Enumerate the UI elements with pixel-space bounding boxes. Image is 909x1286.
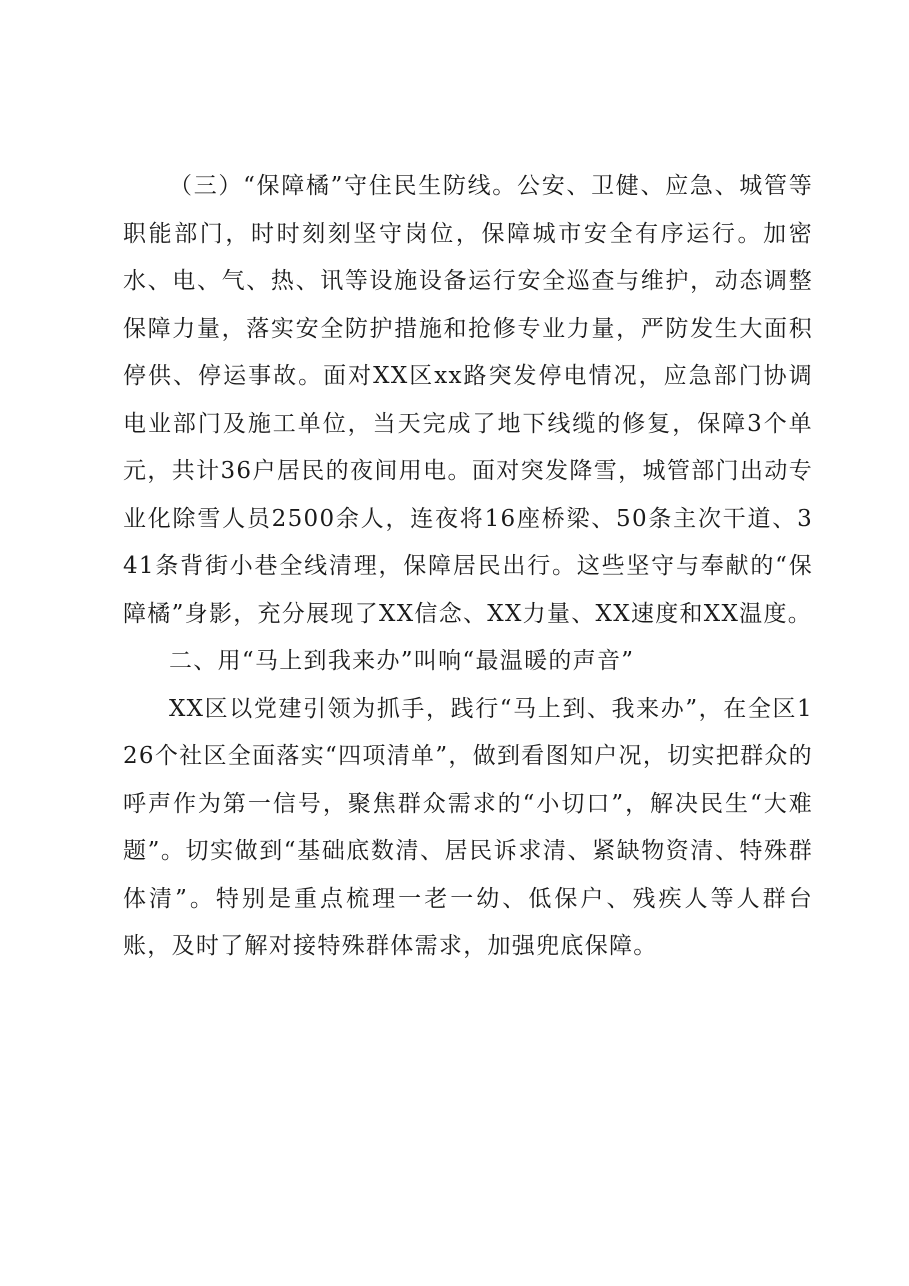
document-body: [123, 163, 813, 971]
paragraph-party-building: XX区以党建引领为抓手，践行“马上到、我来办”，在全区126个社区全面落实“四项清单”，做到看图知户况，切实把群众的呼声作为第一信号，聚焦群众需求的“小切口”，解决民生“大难题”。切实做到“基础底数清、居民诉求清、紧缺物资清、特殊群体清”。特别是重点梳理一老一幼、低保户、残疾人等人群台账，及时了解对接特殊群体需求，加强兜底保障。: [123, 695, 813, 959]
paragraph-guarantee-orange: （三）“保障橘”守住民生防线。公安、卫健、应急、城管等职能部门，时时刻刻坚守岗位，保障城市安全有序运行。加密水、电、气、热、讯等设施设备运行安全巡查与维护，动态调整保障力量，落实安全防护措施和抢修专业力量，严防发生大面积停供、停运事故。面对XX区xx路突发停电情况，应急部门协调电业部门及施工单位，当天完成了地下线缆的修复，保障3个单元，共计36户居民的夜间用电。面对突发降雪，城管部门出动专业化除雪人员2500余人，连夜将16座桥梁、50条主次干道、341条背街小巷全线清理，保障居民出行。这些坚守与奉献的“保障橘”身影，充分展现了XX信念、XX力量、XX速度和XX温度。: [123, 173, 813, 627]
section-heading-two: 二、用“马上到我来办”叫响“最温暖的声音”: [169, 648, 635, 674]
